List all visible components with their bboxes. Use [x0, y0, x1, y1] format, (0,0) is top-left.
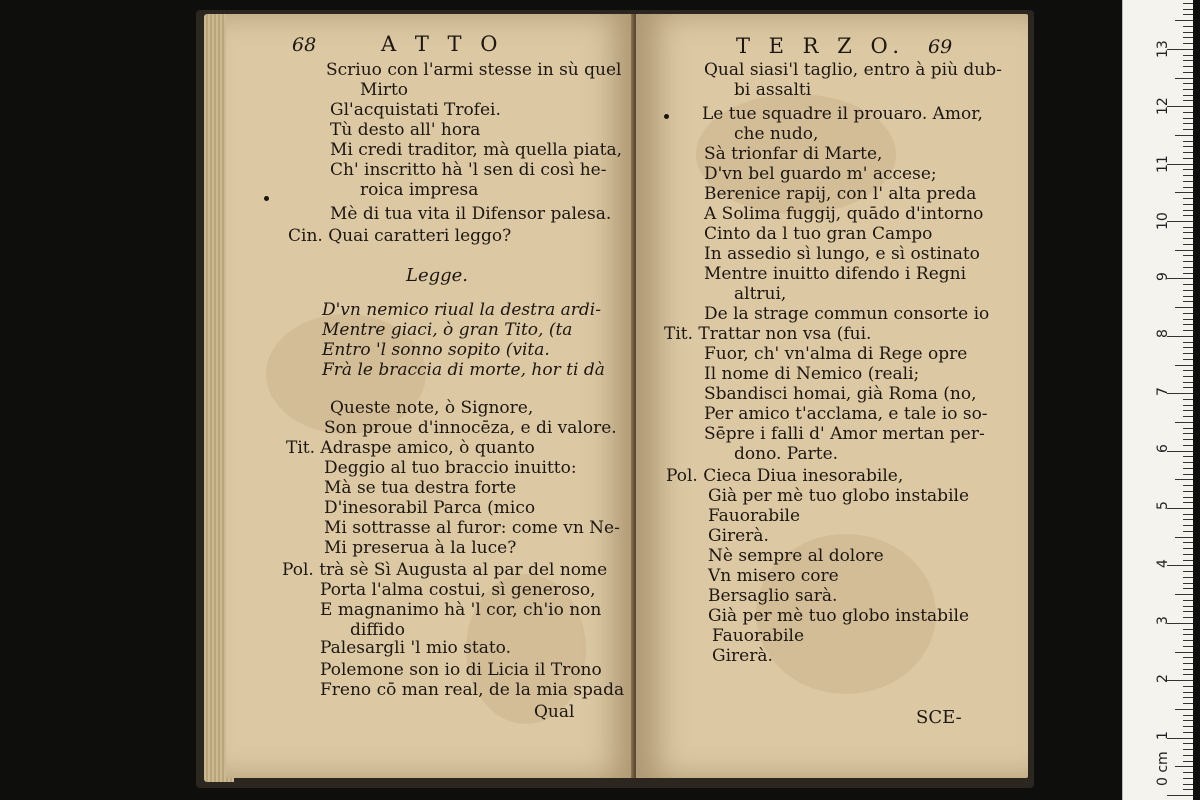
- ruler-label: 0 cm: [1155, 751, 1171, 786]
- ruler-tick: [1175, 307, 1193, 308]
- ruler-tick: [1183, 204, 1193, 205]
- text-line: Berenice rapij, con l' alta preda: [704, 184, 977, 204]
- ruler-tick: [1183, 158, 1193, 159]
- ruler-tick: [1183, 468, 1193, 469]
- text-line: Polemone son io di Licia il Trono: [320, 660, 602, 680]
- ruler-tick: [1183, 405, 1193, 406]
- text-line: Cinto da l tuo gran Campo: [704, 224, 933, 244]
- ruler-tick: [1175, 766, 1193, 767]
- text-line: diffido: [350, 620, 405, 640]
- ruler-tick: [1183, 353, 1193, 354]
- text-line: In assedio sì lungo, e sì ostinato: [704, 244, 980, 264]
- ruler-tick: [1183, 175, 1193, 176]
- ruler-tick: [1183, 210, 1193, 211]
- ruler-tick: [1183, 433, 1193, 434]
- ruler-tick: [1183, 703, 1193, 704]
- ruler-tick: [1183, 342, 1193, 343]
- ruler-tick: [1183, 301, 1193, 302]
- ruler-tick: [1183, 761, 1193, 762]
- ruler-tick: [1183, 462, 1193, 463]
- ruler-tick: [1183, 772, 1193, 773]
- catchword: Qual: [534, 702, 575, 722]
- ruler-tick: [1183, 634, 1193, 635]
- ruler-tick: [1183, 692, 1193, 693]
- ruler-tick: [1183, 112, 1193, 113]
- ruler-label: 10: [1155, 212, 1171, 230]
- ruler-tick: [1183, 32, 1193, 33]
- ink-mark: [664, 114, 669, 119]
- ruler-tick: [1183, 789, 1193, 790]
- ruler-tick: [1183, 525, 1193, 526]
- ruler-tick: [1183, 324, 1193, 325]
- ruler-tick: [1183, 370, 1193, 371]
- text-line: Sà trionfar di Marte,: [704, 144, 883, 164]
- ruler-tick: [1183, 37, 1193, 38]
- text-line: Fauorabile: [712, 626, 805, 646]
- text-line: Mentre inuitto difendo i Regni: [704, 264, 967, 284]
- ruler-tick: [1183, 261, 1193, 262]
- ruler-tick: [1183, 255, 1193, 256]
- ruler-tick: [1183, 313, 1193, 314]
- right-page: [636, 14, 1028, 778]
- ruler-tick: [1183, 611, 1193, 612]
- speaker-line: Pol. trà sè Sì Augusta al par del nome: [282, 560, 608, 580]
- text-line: roica impresa: [360, 180, 479, 200]
- ruler-tick: [1175, 422, 1193, 423]
- ruler-tick: [1183, 600, 1193, 601]
- ruler-tick: [1183, 548, 1193, 549]
- text-line: Mirto: [360, 80, 409, 100]
- ruler-tick: [1183, 715, 1193, 716]
- ruler-tick: [1183, 129, 1193, 130]
- ruler-tick: [1183, 376, 1193, 377]
- ruler-tick: [1183, 9, 1193, 10]
- ruler-label: 1: [1155, 731, 1171, 740]
- text-line: altrui,: [734, 284, 787, 304]
- ruler-tick: [1183, 382, 1193, 383]
- ruler-tick: [1183, 577, 1193, 578]
- ruler-tick: [1183, 100, 1193, 101]
- ruler-tick: [1183, 89, 1193, 90]
- ruler-tick: [1175, 594, 1193, 595]
- ruler-tick: [1183, 66, 1193, 67]
- ruler-tick: [1183, 330, 1193, 331]
- text-line: Porta l'alma costui, sì generoso,: [320, 580, 596, 600]
- ruler-tick: [1183, 697, 1193, 698]
- ruler-tick: [1183, 3, 1193, 4]
- ruler-tick: [1183, 554, 1193, 555]
- text-line: Son proue d'innocēza, e di valore.: [324, 418, 617, 438]
- ruler-tick: [1175, 537, 1193, 538]
- ruler-label: 11: [1155, 155, 1171, 173]
- ruler-tick: [1175, 250, 1193, 251]
- text-line: D'vn nemico riual la destra ardi-: [322, 300, 601, 320]
- text-line: Le tue squadre il prouaro. Amor,: [702, 104, 983, 124]
- ruler-tick: [1175, 652, 1193, 653]
- ink-mark: [264, 196, 269, 201]
- ruler-tick: [1183, 606, 1193, 607]
- ruler-tick: [1183, 560, 1193, 561]
- speaker-line: Tit. Adraspe amico, ò quanto: [286, 438, 535, 458]
- ruler-tick: [1183, 732, 1193, 733]
- ruler-tick: [1183, 290, 1193, 291]
- ruler-tick: [1183, 646, 1193, 647]
- ruler-tick: [1183, 347, 1193, 348]
- speaker-line: Pol. Cieca Diua inesorabile,: [666, 466, 904, 486]
- ruler-tick: [1175, 709, 1193, 710]
- ruler-tick: [1183, 531, 1193, 532]
- ruler-tick: [1183, 60, 1193, 61]
- ruler-tick: [1183, 244, 1193, 245]
- left-page: [226, 14, 636, 778]
- text-line: Deggio al tuo braccio inuitto:: [324, 458, 577, 478]
- text-line: Sēpre i falli d' Amor mertan per-: [704, 424, 985, 444]
- text-line: dono. Parte.: [734, 444, 839, 464]
- ruler-tick: [1183, 519, 1193, 520]
- text-line: Girerà.: [712, 646, 773, 666]
- ruler-tick: [1183, 749, 1193, 750]
- text-line: bi assalti: [734, 80, 812, 100]
- ruler-tick: [1183, 55, 1193, 56]
- text-line: Bersaglio sarà.: [708, 586, 838, 606]
- ruler-label: 8: [1155, 329, 1171, 338]
- text-line: Entro 'l sonno sopito (vita.: [322, 340, 550, 360]
- ruler-tick: [1183, 439, 1193, 440]
- text-line: Nè sempre al dolore: [708, 546, 884, 566]
- ruler-tick: [1175, 135, 1193, 136]
- ruler-tick: [1183, 514, 1193, 515]
- page-number: 68: [292, 34, 317, 56]
- ruler-tick: [1183, 43, 1193, 44]
- ruler-tick: [1183, 474, 1193, 475]
- ruler-tick: [1183, 445, 1193, 446]
- text-line: Già per mè tuo globo instabile: [708, 606, 970, 626]
- ruler-tick: [1183, 743, 1193, 744]
- text-line: Frà le braccia di morte, hor ti dà: [322, 360, 605, 380]
- text-line: Già per mè tuo globo instabile: [708, 486, 970, 506]
- ruler-tick: [1183, 410, 1193, 411]
- ruler-label: 13: [1155, 40, 1171, 58]
- text-line: Palesargli 'l mio stato.: [320, 638, 512, 658]
- speaker-line: Cin. Quai caratteri leggo?: [288, 226, 512, 246]
- ruler-tick: [1183, 232, 1193, 233]
- text-line: Fauorabile: [708, 506, 801, 526]
- ruler-tick: [1183, 674, 1193, 675]
- ruler-tick: [1183, 296, 1193, 297]
- text-line: Il nome di Nemico (reali;: [704, 364, 920, 384]
- ruler-tick: [1183, 669, 1193, 670]
- ruler-label: 5: [1155, 501, 1171, 510]
- ruler-tick: [1183, 141, 1193, 142]
- ruler-tick: [1183, 72, 1193, 73]
- text-line: Mi sottrasse al furor: come vn Ne-: [324, 518, 620, 538]
- ruler-tick: [1183, 95, 1193, 96]
- ruler-tick: [1183, 273, 1193, 274]
- ruler-tick: [1175, 192, 1193, 193]
- ruler-label: 2: [1155, 674, 1171, 683]
- text-line: D'vn bel guardo m' accese;: [704, 164, 937, 184]
- text-line: Queste note, ò Signore,: [330, 398, 534, 418]
- text-line: Mè di tua vita il Difensor palesa.: [330, 204, 612, 224]
- catchword: SCE-: [916, 707, 962, 728]
- ruler-tick: [1183, 617, 1193, 618]
- ruler-tick: [1183, 416, 1193, 417]
- ruler-tick: [1183, 238, 1193, 239]
- ruler-tick: [1183, 502, 1193, 503]
- ruler-tick: [1183, 399, 1193, 400]
- ruler-tick: [1183, 14, 1193, 15]
- text-line: Mi credi traditor, mà quella piata,: [330, 140, 623, 160]
- ruler-label: 9: [1155, 272, 1171, 281]
- text-line: Fuor, ch' vn'alma di Rege opre: [704, 344, 968, 364]
- ruler-tick: [1183, 428, 1193, 429]
- ruler-tick: [1183, 123, 1193, 124]
- ruler-tick: [1183, 215, 1193, 216]
- ruler-tick: [1183, 83, 1193, 84]
- ruler-tick: [1183, 187, 1193, 188]
- ruler-tick: [1183, 169, 1193, 170]
- ruler-tick: [1183, 491, 1193, 492]
- text-line: D'inesorabil Parca (mico: [324, 498, 536, 518]
- ruler-tick: [1183, 146, 1193, 147]
- text-line: A Solima fuggij, quādo d'intorno: [704, 204, 984, 224]
- ruler-tick: [1175, 365, 1193, 366]
- ruler-label: 3: [1155, 616, 1171, 625]
- text-line: che nudo,: [734, 124, 819, 144]
- ruler-tick: [1183, 542, 1193, 543]
- ruler-tick: [1183, 657, 1193, 658]
- text-line: Gl'acquistati Trofei.: [330, 100, 501, 120]
- ruler-tick: [1183, 181, 1193, 182]
- text-line: Mentre giaci, ò gran Tito, (ta: [322, 320, 573, 340]
- ruler-tick: [1183, 359, 1193, 360]
- stage-direction: Legge.: [406, 265, 469, 286]
- text-line: Scriuo con l'armi stesse in sù quel: [326, 60, 622, 80]
- ruler-label: 6: [1155, 444, 1171, 453]
- ruler-tick: [1183, 198, 1193, 199]
- ruler-tick: [1183, 319, 1193, 320]
- ruler-tick: [1167, 795, 1193, 796]
- ruler-tick: [1183, 284, 1193, 285]
- text-line: Mi preserua à la luce?: [324, 538, 517, 558]
- text-line: Ch' inscritto hà 'l sen di così he-: [330, 160, 607, 180]
- text-line: De la strage commun consorte io: [704, 304, 990, 324]
- ruler-tick: [1183, 778, 1193, 779]
- ruler-tick: [1183, 726, 1193, 727]
- running-head: A T T O: [381, 32, 504, 56]
- ruler-tick: [1183, 456, 1193, 457]
- measurement-ruler: [1122, 0, 1193, 800]
- ruler-tick: [1175, 78, 1193, 79]
- text-line: Vn misero core: [708, 566, 839, 586]
- running-head: T E R Z O.: [736, 34, 906, 58]
- text-line: Tù desto all' hora: [330, 120, 481, 140]
- ruler-tick: [1183, 152, 1193, 153]
- ruler-label: 7: [1155, 387, 1171, 396]
- text-line: Mà se tua destra forte: [324, 478, 517, 498]
- ruler-tick: [1183, 118, 1193, 119]
- ruler-tick: [1175, 479, 1193, 480]
- ruler-tick: [1183, 663, 1193, 664]
- ruler-tick: [1183, 485, 1193, 486]
- ruler-label: 12: [1155, 97, 1171, 115]
- ruler-tick: [1183, 571, 1193, 572]
- ruler-label: 4: [1155, 559, 1171, 568]
- ruler-tick: [1183, 720, 1193, 721]
- ruler-tick: [1183, 640, 1193, 641]
- ruler-tick: [1175, 20, 1193, 21]
- ruler-tick: [1183, 387, 1193, 388]
- ruler-tick: [1183, 588, 1193, 589]
- text-line: E magnanimo hà 'l cor, ch'io non: [320, 600, 602, 620]
- ruler-tick: [1183, 686, 1193, 687]
- ruler-tick: [1183, 26, 1193, 27]
- ruler-tick: [1183, 755, 1193, 756]
- text-line: Qual siasi'l taglio, entro à più dub-: [704, 60, 1002, 80]
- ruler-tick: [1183, 227, 1193, 228]
- ruler-tick: [1183, 497, 1193, 498]
- text-line: Girerà.: [708, 526, 769, 546]
- ruler-tick: [1183, 267, 1193, 268]
- text-line: Per amico t'acclama, e tale io so-: [704, 404, 988, 424]
- text-line: Freno cō man real, de la mia spada: [320, 680, 625, 700]
- ruler-tick: [1183, 784, 1193, 785]
- speaker-line: Tit. Trattar non vsa (fui.: [664, 324, 872, 344]
- ruler-tick: [1183, 629, 1193, 630]
- page-number: 69: [928, 36, 953, 58]
- text-line: Sbandisci homai, già Roma (no,: [704, 384, 977, 404]
- ruler-tick: [1183, 583, 1193, 584]
